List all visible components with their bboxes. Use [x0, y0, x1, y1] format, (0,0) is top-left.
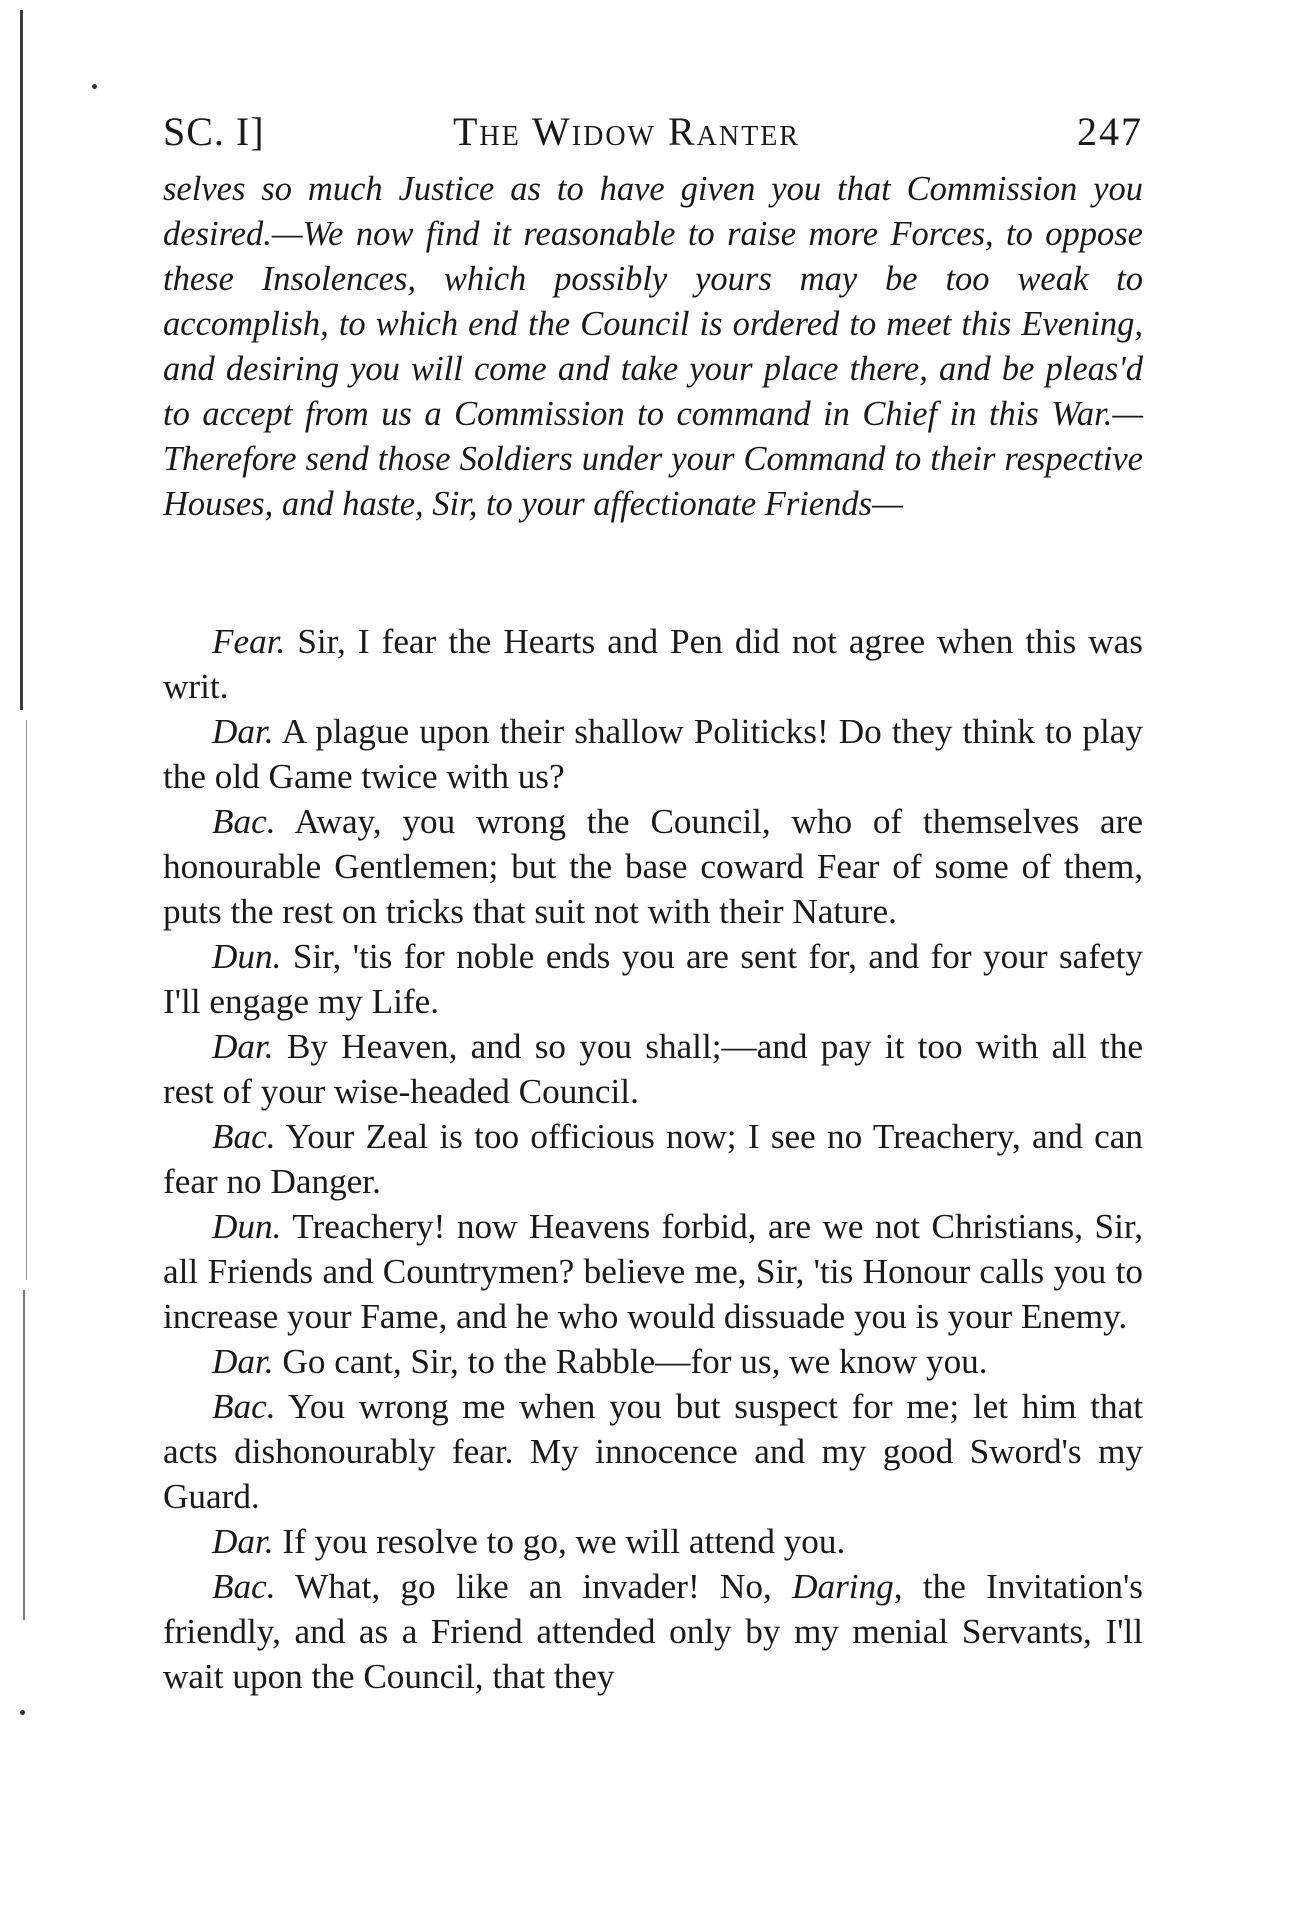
speech-text: What, go like an invader! No,: [275, 1567, 793, 1606]
speech-text: Away, you wrong the Council, who of themselves are honourable Gentlemen; but the base coward Fear of some of them, puts the rest on tricks that suit not with their Nature.: [163, 802, 1143, 931]
speech: [163, 1114, 1143, 1204]
speaker-name: Dar.: [212, 1027, 274, 1066]
speech-text: By Heaven, and so you shall;—and pay it too with all the rest of your wise-headed Council.: [163, 1027, 1143, 1111]
speech-text: Go cant, Sir, to the Rabble—for us, we know you.: [273, 1342, 988, 1381]
speech-text: Sir, I fear the Hearts and Pen did not agree when this was writ.: [163, 622, 1143, 706]
book-title: The Widow Ranter: [453, 109, 800, 154]
dialogue-block: [163, 619, 1143, 1699]
scan-edge-shadow: [26, 720, 27, 1280]
speech-text: Your Zeal is too officious now; I see no Treachery, and can fear no Danger.: [163, 1117, 1143, 1201]
speech-text: Sir, 'tis for noble ends you are sent for, and for your safety I'll engage my Life.: [163, 937, 1143, 1021]
speech: [163, 1519, 1143, 1564]
scene-marker: SC. I]: [163, 109, 265, 154]
speaker-name: Bac.: [212, 802, 276, 841]
speech: [163, 1024, 1143, 1114]
speaker-name: Dar.: [212, 1342, 274, 1381]
speech: [163, 1339, 1143, 1384]
speech: [163, 709, 1143, 799]
speech: [163, 1384, 1143, 1519]
speech: [163, 1204, 1143, 1339]
speech: [163, 1564, 1143, 1699]
page-number: 247: [1077, 109, 1143, 154]
speech: [163, 799, 1143, 934]
scan-speck: [92, 84, 97, 89]
speech-text: , the Invitation's friendly, and as a Friend attended only by my menial Servants, I'll wait upon the Council, that they: [163, 1567, 1143, 1696]
speaker-name: Dun.: [212, 937, 282, 976]
character-name: Daring: [792, 1567, 894, 1606]
speech-text: You wrong me when you but suspect for me; let him that acts dishonourably fear. My innocence and my good Sword's my Guard.: [163, 1387, 1143, 1516]
speech-text: A plague upon their shallow Politicks! Do they think to play the old Game twice with us?: [163, 712, 1143, 796]
scan-speck: [20, 1710, 25, 1715]
letter-text-block: [163, 167, 1143, 527]
scan-edge-shadow: [23, 1290, 25, 1620]
speech: [163, 619, 1143, 709]
speaker-name: Bac.: [212, 1117, 276, 1156]
running-head: [163, 108, 1143, 158]
scan-edge-shadow: [20, 10, 23, 710]
speaker-name: Bac.: [212, 1387, 276, 1426]
speech-text: If you resolve to go, we will attend you.: [273, 1522, 846, 1561]
speaker-name: Dar.: [212, 1522, 274, 1561]
speaker-name: Dun.: [212, 1207, 282, 1246]
speech-text: Treachery! now Heavens forbid, are we not Christians, Sir, all Friends and Countrymen? believe me, Sir, 'tis Honour calls you to increase your Fame, and he who would dissuade you is your Enemy.: [163, 1207, 1143, 1336]
speech: [163, 934, 1143, 1024]
letter-paragraph: selves so much Justice as to have given you that Commission you desired.—We now find it reasonable to raise more Forces, to oppose these Insolences, which possibly yours may be too weak to accomplish, to which end the Council is ordered to meet this Evening, and desiring you will come and take your place there, and be pleas'd to accept from us a Commission to command in Chief in this War.—Therefore send those Soldiers under your Command to their respective Houses, and haste, Sir, to your affectionate Friends—: [163, 170, 1143, 523]
speaker-name: Bac.: [212, 1567, 276, 1606]
speaker-name: Dar.: [212, 712, 274, 751]
speaker-name: Fear.: [212, 622, 286, 661]
